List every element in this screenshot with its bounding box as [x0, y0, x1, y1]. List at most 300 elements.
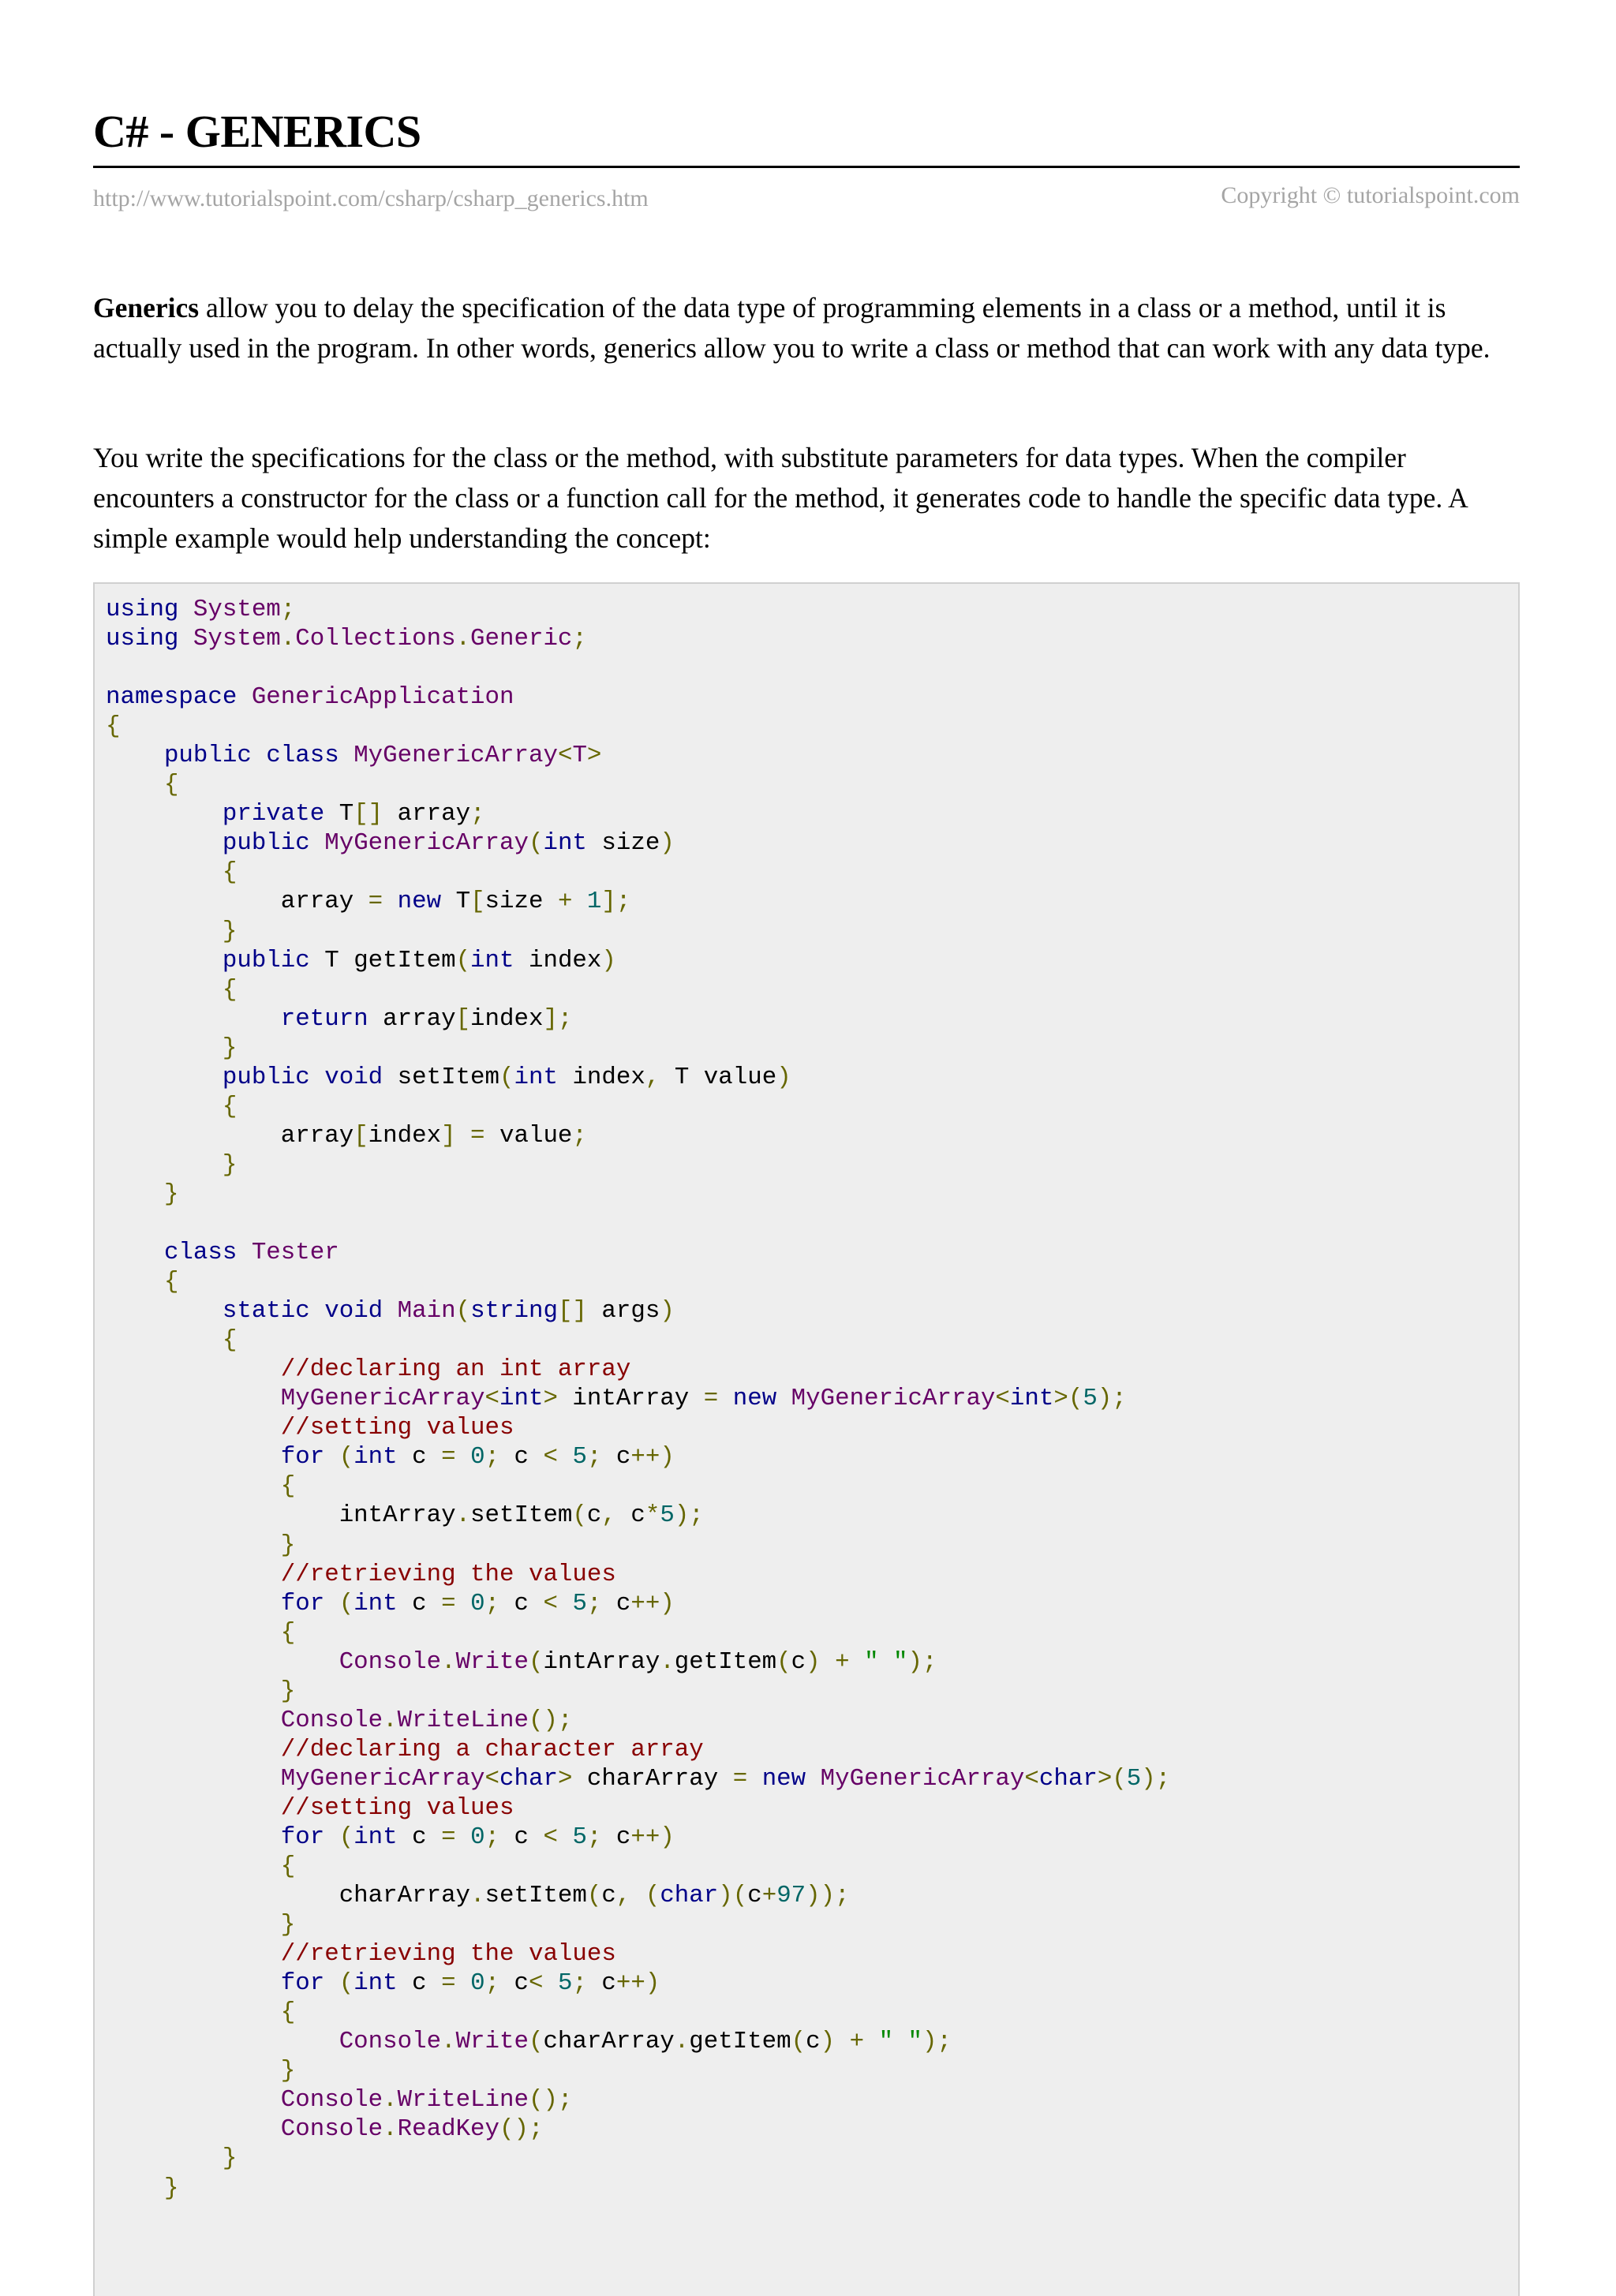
code-token: T getItem	[309, 946, 456, 974]
code-token: <	[529, 1969, 544, 1998]
code-token: c	[791, 1647, 806, 1676]
code-token: ;	[484, 1823, 500, 1851]
code-token	[106, 2086, 281, 2114]
code-line	[106, 946, 1170, 975]
code-token: WriteLine	[397, 2086, 529, 2115]
code-token	[106, 1239, 164, 1266]
code-token: .	[441, 2028, 456, 2056]
code-token: {	[222, 858, 238, 887]
code-line	[106, 858, 1170, 887]
code-line	[106, 799, 1170, 828]
code-token	[544, 1969, 558, 1997]
code-token: c	[499, 1443, 544, 1471]
code-token: Write	[455, 1647, 529, 1676]
code-token: GenericApplication	[251, 683, 514, 712]
code-token: [	[354, 1121, 368, 1150]
code-token	[106, 1794, 281, 1822]
code-token: .	[383, 2086, 398, 2115]
code-line	[106, 975, 1170, 1004]
code-token: ;	[572, 1969, 587, 1998]
code-token: void	[324, 1297, 383, 1326]
code-token	[106, 1151, 223, 1179]
code-token: =	[732, 1764, 748, 1793]
code-token: T	[441, 888, 471, 916]
code-token: c	[601, 1589, 631, 1617]
code-token: =	[470, 1121, 485, 1150]
code-line	[106, 1501, 1170, 1530]
code-token: (	[776, 1647, 791, 1676]
code-token	[106, 742, 164, 769]
code-token: (	[455, 946, 471, 974]
code-token	[456, 1590, 470, 1617]
code-line	[106, 770, 1170, 799]
code-token	[106, 1561, 281, 1588]
code-token: int	[354, 1589, 398, 1617]
code-token: MyGenericArray	[280, 1385, 485, 1413]
code-token	[106, 1443, 281, 1471]
code-token	[178, 596, 193, 623]
code-token: MyGenericArray	[791, 1385, 996, 1413]
code-line	[106, 1296, 1170, 1326]
code-token: array	[383, 800, 471, 828]
intro-paragraph	[93, 288, 1520, 368]
code-token: ++)	[630, 1823, 675, 1851]
code-token: " "	[878, 2028, 923, 2056]
code-token: *	[645, 1501, 660, 1530]
code-token: 1	[586, 888, 602, 916]
code-token: charArray	[106, 1882, 471, 1910]
code-token: <	[557, 742, 573, 770]
code-token: ();	[499, 2115, 544, 2144]
code-line	[106, 1150, 1170, 1180]
code-line	[106, 1823, 1170, 1852]
code-token: >(	[1053, 1385, 1083, 1413]
code-token: ,	[645, 1063, 660, 1091]
code-token: new	[761, 1764, 806, 1793]
code-token: public	[222, 1063, 310, 1091]
explanation-paragraph: You write the specifications for the class or the method, with substitute parameters for data types. When the compiler encounters a constructor for the class or a function call for the method, it generates code to handle the specific data type. A simple example would help understanding the concept:	[93, 442, 1467, 554]
code-token: c	[586, 1969, 616, 1998]
code-token: setItem	[484, 1882, 587, 1910]
code-line	[106, 887, 1170, 916]
code-token: ;	[484, 1589, 500, 1617]
code-token: >	[543, 1385, 558, 1413]
code-token: c	[397, 1443, 442, 1471]
code-token	[324, 1823, 339, 1851]
code-token	[106, 1677, 281, 1705]
code-token: string	[470, 1297, 558, 1326]
code-token: =	[441, 1823, 456, 1851]
code-token: c	[397, 1589, 442, 1617]
code-token: )	[806, 1647, 821, 1676]
code-line	[106, 2144, 1170, 2173]
code-line	[106, 1034, 1170, 1063]
code-token: //declaring a character array	[280, 1735, 704, 1763]
code-token: c	[397, 1969, 442, 1998]
code-token	[850, 1648, 864, 1676]
code-token: 0	[470, 1823, 485, 1851]
code-token: <	[484, 1385, 500, 1413]
code-token: <	[1024, 1764, 1039, 1793]
code-line	[106, 1735, 1170, 1764]
code-token: }	[222, 1150, 238, 1179]
code-token: index	[470, 1004, 544, 1033]
page-title: C# - GENERICS	[93, 106, 421, 157]
code-token: charArray	[572, 1764, 733, 1793]
code-token	[106, 1648, 339, 1676]
code-token: [	[455, 1004, 471, 1033]
code-token: Generic	[470, 625, 573, 653]
code-token	[106, 1093, 223, 1120]
code-token	[106, 829, 223, 857]
code-token: )	[660, 1297, 675, 1326]
code-token: .	[383, 1706, 398, 1734]
code-token: getItem	[674, 1647, 777, 1676]
code-token: (	[528, 2028, 544, 2056]
code-token: ));	[806, 1882, 850, 1910]
code-token	[106, 947, 223, 974]
code-token: Console	[280, 1706, 383, 1734]
code-token: args	[586, 1297, 660, 1326]
code-token: new	[732, 1385, 777, 1413]
code-token: =	[368, 888, 383, 916]
code-token: 0	[470, 1443, 485, 1471]
code-token	[806, 1765, 820, 1793]
code-token: );	[1097, 1385, 1127, 1413]
code-token: +	[761, 1882, 777, 1910]
code-token	[864, 2028, 878, 2055]
code-token: }	[280, 1531, 296, 1559]
code-token: Console	[280, 2086, 383, 2115]
code-token: private	[222, 800, 325, 828]
code-token: namespace	[106, 683, 238, 712]
code-token	[106, 1531, 281, 1559]
code-token: >	[557, 1764, 573, 1793]
code-token	[237, 1239, 251, 1266]
code-token	[339, 742, 354, 769]
code-token: <	[543, 1443, 558, 1471]
code-token: 0	[470, 1589, 485, 1617]
code-line	[106, 917, 1170, 946]
code-token	[106, 918, 223, 945]
code-token	[106, 858, 223, 886]
code-line	[106, 1881, 1170, 1910]
code-token: using	[106, 596, 179, 623]
code-token	[558, 1443, 572, 1471]
code-token	[456, 1969, 470, 1997]
code-token: Tester	[251, 1239, 339, 1267]
code-token: (	[586, 1882, 602, 1910]
code-token: =	[703, 1385, 719, 1413]
code-token: )	[820, 2028, 836, 2056]
code-line	[106, 1063, 1170, 1092]
code-line	[106, 1793, 1170, 1823]
code-token	[106, 2115, 281, 2143]
code-token: (	[455, 1297, 471, 1326]
code-token: );	[907, 1647, 937, 1676]
code-token: =	[441, 1443, 456, 1471]
code-token	[106, 2028, 339, 2055]
code-token	[630, 1882, 645, 1909]
code-line	[106, 1998, 1170, 2027]
code-token: class	[266, 742, 339, 770]
code-token: ]	[441, 1121, 456, 1150]
code-token: }	[280, 2057, 296, 2085]
code-token: (	[791, 2028, 806, 2056]
code-token: (	[572, 1501, 587, 1530]
code-token: //retrieving the values	[280, 1560, 616, 1588]
code-token: 5	[660, 1501, 675, 1530]
code-token: c	[499, 1589, 544, 1617]
code-token: ;	[572, 625, 587, 653]
code-token: <	[543, 1589, 558, 1617]
code-token: (	[339, 1443, 354, 1471]
code-token: intArray	[557, 1385, 704, 1413]
code-token: (	[339, 1823, 354, 1851]
code-token: [	[470, 888, 485, 916]
code-token: c	[499, 1823, 544, 1851]
code-token: <	[484, 1764, 500, 1793]
code-token: return	[280, 1004, 368, 1033]
code-token: {	[280, 1853, 296, 1881]
code-token: MyGenericArray	[280, 1764, 485, 1793]
code-line	[106, 1355, 1170, 1384]
code-token: 0	[470, 1969, 485, 1998]
code-token: charArray	[543, 2028, 675, 2056]
code-listing	[106, 595, 1170, 2203]
code-token: int	[514, 1063, 558, 1091]
code-line	[106, 1677, 1170, 1706]
code-token: (	[528, 1647, 544, 1676]
code-token	[821, 1648, 835, 1676]
code-token	[383, 888, 397, 915]
code-token: c	[586, 1501, 602, 1530]
code-token: static	[222, 1297, 310, 1326]
code-token: {	[163, 1268, 179, 1296]
code-token: .	[470, 1882, 485, 1910]
code-token: MyGenericArray	[354, 742, 558, 770]
code-token: getItem	[689, 2028, 791, 2056]
code-token: }	[280, 1677, 296, 1705]
code-token: //setting values	[280, 1414, 514, 1442]
code-token: 5	[572, 1443, 587, 1471]
code-token: Main	[397, 1297, 456, 1326]
code-token: ;	[586, 1823, 602, 1851]
code-token: char	[499, 1764, 558, 1793]
code-token	[106, 1823, 281, 1851]
code-line	[106, 1471, 1170, 1501]
code-line	[106, 1618, 1170, 1647]
code-token	[324, 1443, 339, 1471]
code-token: class	[163, 1239, 238, 1267]
code-token: public	[222, 946, 310, 974]
code-token: public	[222, 829, 310, 858]
code-line	[106, 1442, 1170, 1471]
code-token: <	[543, 1823, 558, 1851]
code-token	[106, 1268, 164, 1296]
code-token: T	[572, 742, 587, 770]
code-token	[106, 1180, 164, 1208]
code-token: .	[674, 2028, 690, 2056]
code-token: {	[106, 712, 121, 741]
code-token: //setting values	[280, 1793, 514, 1822]
code-token: c	[397, 1823, 442, 1851]
code-token: >(	[1097, 1764, 1127, 1793]
code-token: Collections	[295, 625, 456, 653]
code-token: }	[222, 917, 238, 945]
code-token: (	[339, 1589, 354, 1617]
code-token: ;	[586, 1443, 602, 1471]
code-token: for	[280, 1443, 325, 1471]
code-line	[106, 1004, 1170, 1034]
code-token: using	[106, 625, 179, 653]
intro-paragraph-text: allow you to delay the specification of the data type of programming elements in a class or a method, until it is actually used in the program. In other words, generics allow you to write a class or method that can work with any data type.	[93, 292, 1491, 364]
code-token	[106, 2057, 281, 2085]
code-token: }	[222, 1034, 238, 1062]
code-token: " "	[864, 1647, 908, 1676]
code-token: for	[280, 1589, 325, 1617]
code-token	[106, 2174, 164, 2202]
code-line	[106, 1910, 1170, 1939]
code-token: ,	[601, 1501, 616, 1530]
code-token: Console	[280, 2115, 383, 2144]
code-token	[106, 2145, 223, 2172]
code-token: .	[383, 2115, 398, 2144]
code-line	[106, 1121, 1170, 1150]
code-token: .	[455, 625, 471, 653]
code-token	[252, 742, 266, 769]
source-url[interactable]: http://www.tutorialspoint.com/csharp/csharp_generics.htm	[93, 185, 649, 211]
code-line	[106, 1560, 1170, 1589]
code-token: .	[455, 1501, 471, 1530]
code-token	[106, 800, 223, 828]
copyright-notice: Copyright © tutorialspoint.com	[1221, 182, 1520, 208]
code-token	[106, 1326, 223, 1354]
code-token: setItem	[383, 1063, 500, 1091]
code-token: char	[1038, 1764, 1098, 1793]
code-token: //declaring an int array	[280, 1356, 631, 1384]
code-token: .	[660, 1647, 675, 1676]
code-token: c	[601, 1882, 616, 1910]
code-token	[747, 1765, 761, 1793]
code-line	[106, 2027, 1170, 2056]
code-token: c	[747, 1882, 762, 1910]
code-token: .	[441, 1647, 456, 1676]
code-token: (	[528, 829, 544, 858]
code-token: {	[222, 975, 238, 1004]
code-token: int	[354, 1443, 398, 1471]
code-token: )	[601, 946, 616, 974]
code-token: size	[484, 888, 558, 916]
code-token: public	[163, 742, 252, 770]
code-token: ];	[543, 1004, 573, 1033]
code-line	[106, 624, 1170, 653]
code-token: .	[280, 625, 296, 653]
code-token: 5	[1126, 1764, 1142, 1793]
code-token: =	[441, 1969, 456, 1998]
code-token: for	[280, 1969, 325, 1998]
code-token: ++)	[630, 1443, 675, 1471]
code-token	[106, 1034, 223, 1062]
code-line	[106, 741, 1170, 770]
code-token	[718, 1385, 732, 1412]
code-token	[324, 1590, 339, 1617]
code-token	[456, 1443, 470, 1471]
code-token	[106, 1472, 281, 1500]
code-token: ReadKey	[397, 2115, 500, 2144]
code-token: ++)	[615, 1969, 660, 1998]
code-token	[106, 1853, 281, 1880]
code-token: )	[660, 829, 675, 858]
code-line	[106, 1209, 1170, 1238]
code-token: int	[1009, 1385, 1054, 1413]
code-token	[106, 1619, 281, 1647]
code-token: =	[441, 1589, 456, 1617]
code-token: ;	[572, 1121, 587, 1150]
code-token	[310, 829, 324, 857]
code-token: setItem	[470, 1501, 573, 1530]
code-token: MyGenericArray	[820, 1764, 1025, 1793]
code-token	[106, 1765, 281, 1793]
code-token: ;	[280, 596, 296, 623]
code-token: intArray	[543, 1647, 660, 1676]
code-line	[106, 1384, 1170, 1413]
code-token: T value	[660, 1063, 777, 1091]
code-line	[106, 1706, 1170, 1735]
code-token	[324, 1969, 339, 1997]
code-token: 5	[572, 1823, 587, 1851]
code-token: MyGenericArray	[324, 829, 529, 858]
code-token: System	[193, 596, 281, 623]
code-token	[456, 1823, 470, 1851]
code-line	[106, 653, 1170, 682]
code-token: index	[514, 946, 602, 974]
code-token: WriteLine	[397, 1706, 529, 1734]
code-token: c	[806, 2028, 821, 2056]
code-token: ();	[528, 2086, 573, 2115]
code-token	[106, 1969, 281, 1997]
code-token: 5	[557, 1969, 573, 1998]
code-token: >	[586, 742, 602, 770]
code-token	[106, 771, 164, 798]
code-line	[106, 1589, 1170, 1618]
code-token: 5	[1083, 1385, 1098, 1413]
code-token: []	[557, 1297, 587, 1326]
code-token	[572, 888, 586, 915]
code-line	[106, 1180, 1170, 1209]
code-token: c	[601, 1443, 631, 1471]
code-token: intArray	[106, 1501, 456, 1530]
code-token	[106, 1005, 281, 1033]
code-token: Write	[455, 2028, 529, 2056]
code-token: c	[499, 1969, 529, 1998]
code-line	[106, 595, 1170, 624]
code-token: T	[324, 800, 354, 828]
code-token: void	[324, 1063, 383, 1091]
code-token	[106, 1940, 281, 1968]
code-token: System	[193, 625, 281, 653]
code-token: Console	[339, 1647, 442, 1676]
code-token: 97	[776, 1882, 806, 1910]
code-token: +	[835, 1647, 850, 1676]
code-token: c	[601, 1823, 631, 1851]
code-token: array	[368, 1004, 456, 1033]
code-token: for	[280, 1823, 325, 1851]
code-token	[310, 1064, 324, 1091]
code-token: int	[470, 946, 514, 974]
code-token: ];	[601, 888, 631, 916]
code-token: ();	[528, 1706, 573, 1734]
